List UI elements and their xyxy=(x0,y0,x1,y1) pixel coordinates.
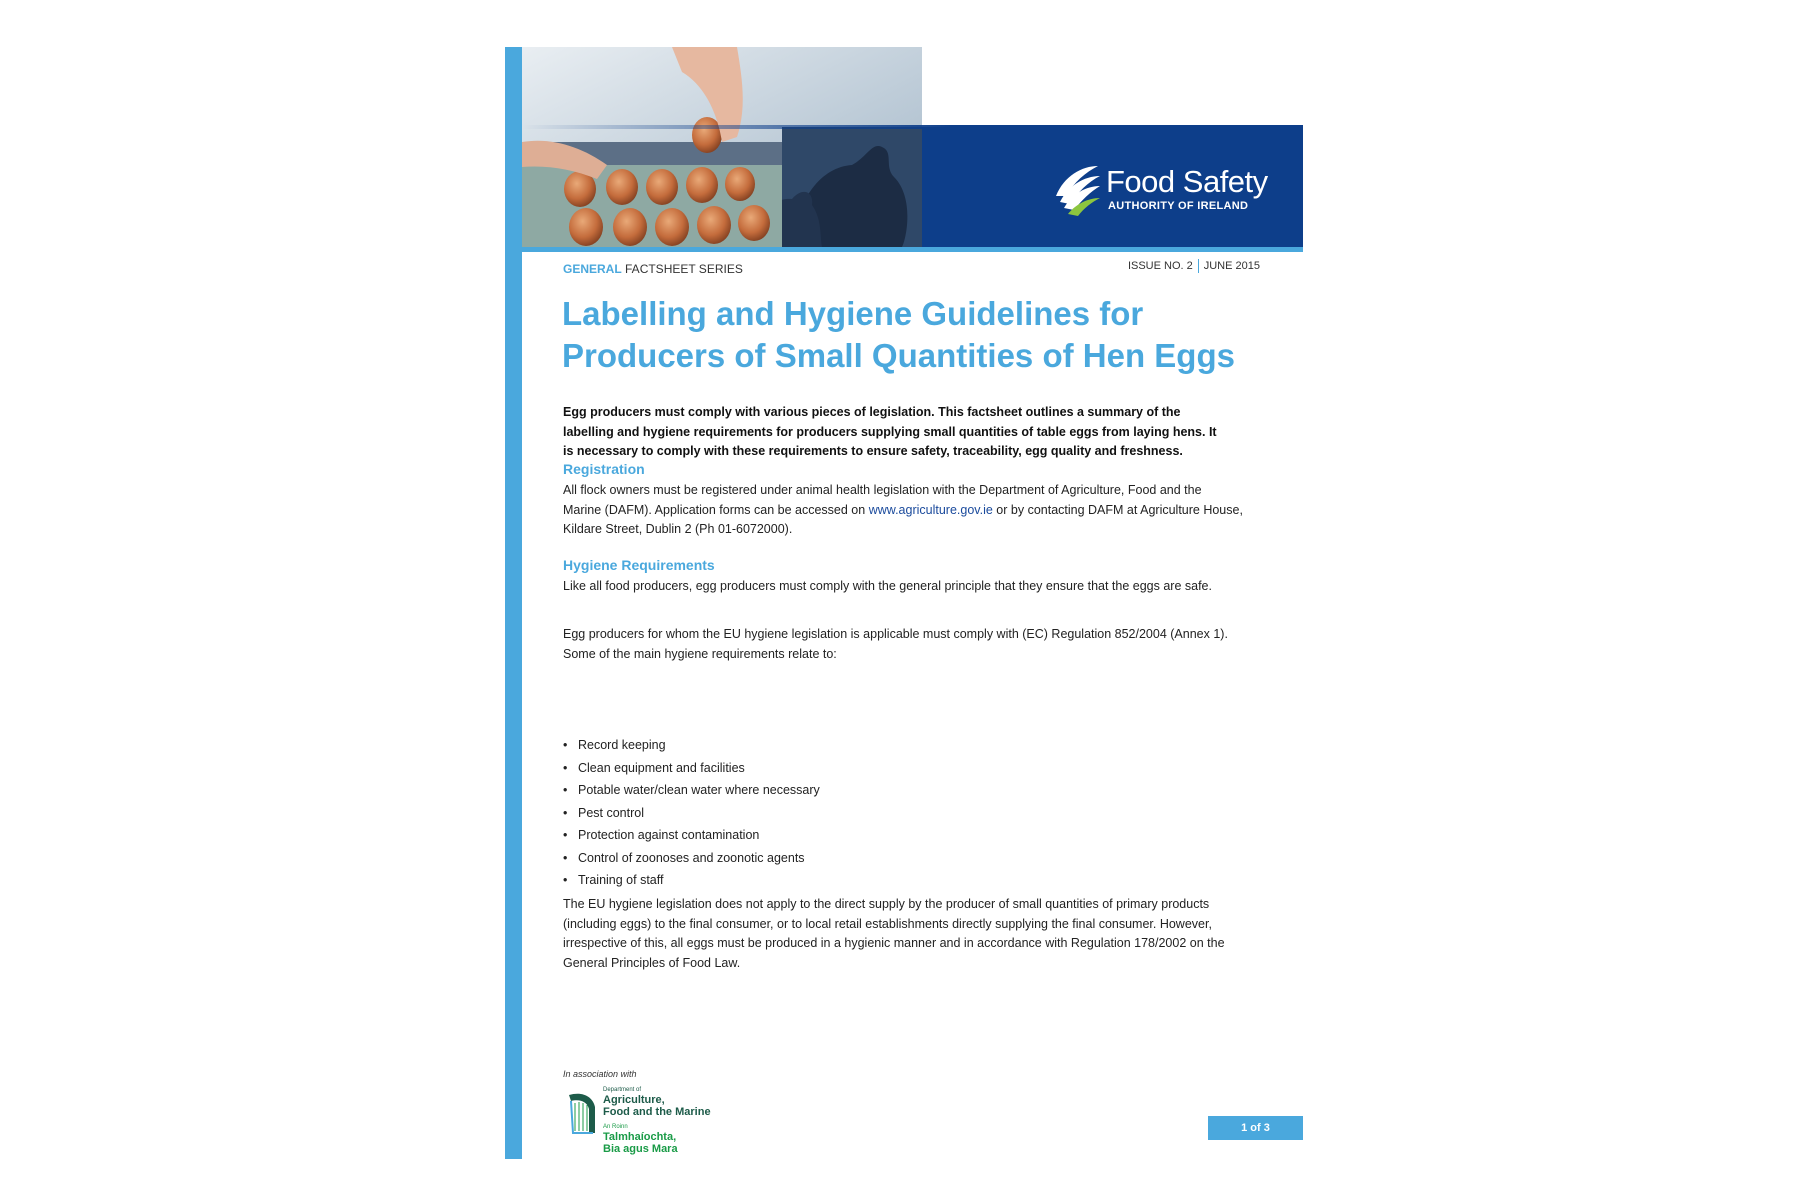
dafm-small-ga: An Roinn xyxy=(603,1124,628,1130)
dafm-english-name xyxy=(603,1087,711,1118)
list-item-text: Protection against contamination xyxy=(578,828,760,842)
agriculture-link[interactable]: www.agriculture.gov.ie xyxy=(868,502,993,517)
hygiene-paragraph-2: Egg producers for whom the EU hygiene legislation is applicable must comply with (EC) Regulation 852/2004 (Annex 1). Some of the main hygiene requirements relate to: xyxy=(563,627,1228,661)
dafm-small-en: Department of xyxy=(603,1087,642,1093)
dafm-ga-line1: Talmhaíochta, xyxy=(603,1131,677,1143)
hygiene-heading: Hygiene Requirements xyxy=(563,557,715,573)
list-item-text: Control of zoonoses and zoonotic agents xyxy=(578,850,805,865)
title-line-1: Labelling and Hygiene Guidelines for xyxy=(562,295,1144,332)
list-item: • Pest control xyxy=(563,805,645,820)
document-title xyxy=(562,293,1262,377)
list-item: • Potable water/clean water where necessary xyxy=(563,783,820,797)
fsai-logo xyxy=(1052,162,1282,222)
factsheet-page xyxy=(505,47,1303,1159)
series-rest: FACTSHEET SERIES xyxy=(625,262,743,276)
list-item: • Protection against contamination xyxy=(563,828,760,842)
registration-text-1: All flock owners must be registered under animal health legislation with the Department of Agriculture, Food and the Marine (DAFM). Application forms can be accessed on xyxy=(563,483,1202,517)
banner-underline xyxy=(522,247,1303,252)
list-item-text: Potable water/clean water where necessary xyxy=(578,783,820,797)
dafm-ga-line2: Bia agus Mara xyxy=(603,1143,678,1155)
fsai-logo-icon xyxy=(1052,162,1102,218)
issue-date: JUNE 2015 xyxy=(1203,259,1260,272)
list-item: • Control of zoonoses and zoonotic agents xyxy=(563,850,805,865)
dafm-en-line2: Food and the Marine xyxy=(603,1106,711,1118)
dafm-irish-name xyxy=(603,1124,678,1155)
title-line-2: Producers of Small Quantities of Hen Eggs xyxy=(562,337,1235,374)
list-item-text: Training of staff xyxy=(578,873,664,887)
hygiene-requirements-list xyxy=(563,734,1163,892)
dafm-logo xyxy=(563,1087,713,1162)
issue-divider xyxy=(1198,259,1199,273)
intro-paragraph: Egg producers must comply with various pieces of legislation. This factsheet outlines a summary of the labelling and hygiene requirements for producers supplying small quantities of table eggs from laying hens. It is necessary to comply with these requirements to ensure safety, traceability, egg quality and freshness. xyxy=(563,405,1217,458)
hygiene-paragraph-1: Like all food producers, egg producers must comply with the general principle that they ensure that the eggs are safe. xyxy=(563,579,1212,593)
header-banner xyxy=(522,47,1303,252)
issue-info xyxy=(1128,259,1260,273)
eggs-hens-photo xyxy=(522,47,922,247)
issue-number: ISSUE NO. 2 xyxy=(1127,259,1193,272)
association-label: In association with xyxy=(563,1069,637,1079)
list-item: • Record keeping xyxy=(563,738,666,752)
list-item: • Clean equipment and facilities xyxy=(563,760,745,775)
hygiene-paragraph-3: The EU hygiene legislation does not apply to the direct supply by the producer of small quantities of primary products (including eggs) to the final consumer, or to local retail establishments directly supplying the final consumer. However, irrespective of this, all eggs must be produced in a hygienic manner and in accordance with Regulation 178/2002 on the General Principles of Food Law. xyxy=(563,897,1225,970)
registration-text-2: or by contacting DAFM at Agriculture House, Kildare Street, Dublin 2 (Ph 01-6072000). xyxy=(563,502,1243,536)
list-item-text: Record keeping xyxy=(578,738,666,752)
fsai-logo-name: Food Safety xyxy=(1106,164,1268,199)
list-item: • Training of staff xyxy=(563,873,664,887)
left-accent-bar xyxy=(505,47,522,1159)
list-item-text: Pest control xyxy=(578,805,645,820)
fsai-logo-subtitle: AUTHORITY OF IRELAND xyxy=(1108,200,1249,212)
registration-heading: Registration xyxy=(563,461,645,477)
dafm-harp-icon xyxy=(563,1089,601,1139)
registration-paragraph xyxy=(563,481,1243,540)
list-item-text: Clean equipment and facilities xyxy=(578,760,745,775)
series-label xyxy=(563,262,743,276)
series-accent: GENERAL xyxy=(563,262,622,276)
dafm-en-line1: Agriculture, xyxy=(603,1094,665,1106)
page-number-badge: 1 of 3 xyxy=(1208,1116,1303,1140)
